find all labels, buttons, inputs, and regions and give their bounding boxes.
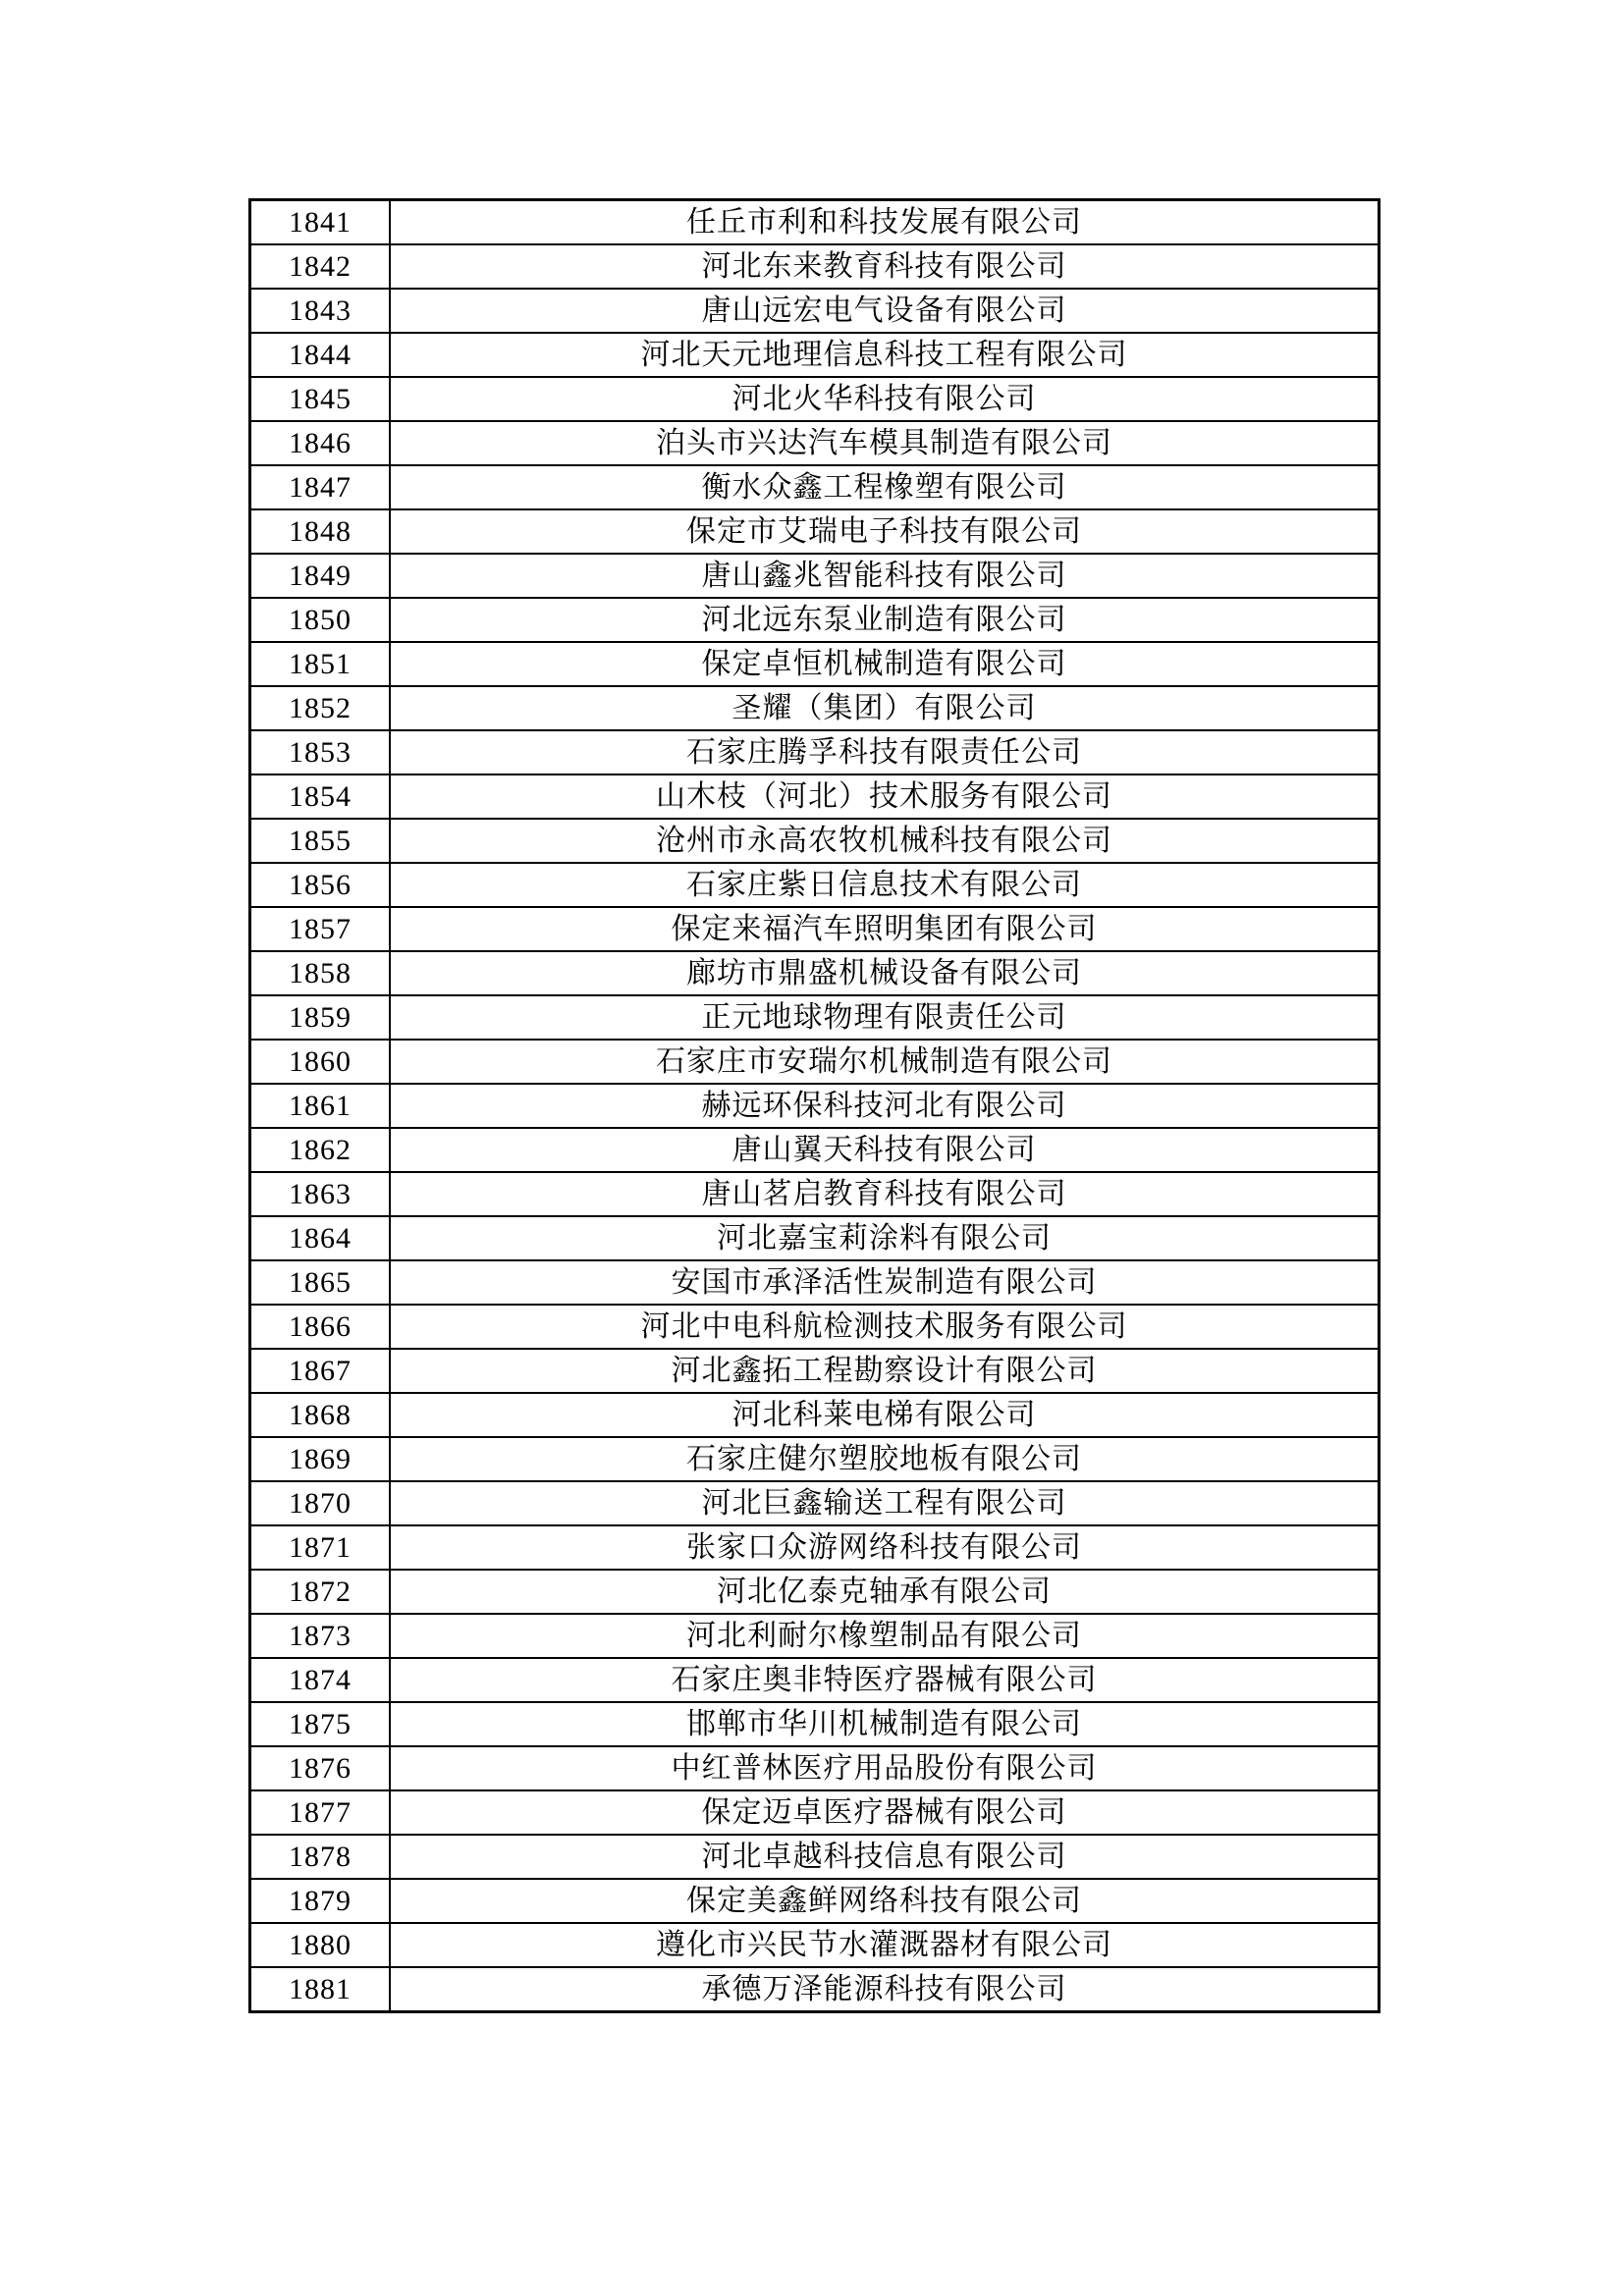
row-number: 1844 — [250, 333, 391, 377]
row-number: 1862 — [250, 1128, 391, 1172]
table-row — [250, 421, 1380, 465]
table-row — [250, 1702, 1380, 1746]
row-number: 1861 — [250, 1084, 391, 1128]
company-name: 唐山鑫兆智能科技有限公司 — [390, 554, 1380, 598]
table-row — [250, 730, 1380, 774]
company-name: 河北嘉宝莉涂料有限公司 — [390, 1216, 1380, 1260]
company-name: 泊头市兴达汽车模具制造有限公司 — [390, 421, 1380, 465]
row-number: 1843 — [250, 289, 391, 333]
table-row — [250, 1216, 1380, 1260]
company-name: 任丘市利和科技发展有限公司 — [390, 200, 1380, 245]
table-row — [250, 1746, 1380, 1790]
row-number: 1869 — [250, 1437, 391, 1481]
row-number: 1849 — [250, 554, 391, 598]
row-number: 1853 — [250, 730, 391, 774]
company-name: 遵化市兴民节水灌溉器材有限公司 — [390, 1923, 1380, 1967]
row-number: 1848 — [250, 509, 391, 554]
table-row — [250, 509, 1380, 554]
row-number: 1879 — [250, 1879, 391, 1923]
row-number: 1863 — [250, 1172, 391, 1216]
company-name: 河北巨鑫输送工程有限公司 — [390, 1481, 1380, 1525]
company-name: 唐山翼天科技有限公司 — [390, 1128, 1380, 1172]
table-row — [250, 244, 1380, 289]
row-number: 1856 — [250, 863, 391, 907]
table-row — [250, 1658, 1380, 1702]
row-number: 1868 — [250, 1393, 391, 1437]
table-row — [250, 1128, 1380, 1172]
row-number: 1870 — [250, 1481, 391, 1525]
row-number: 1855 — [250, 819, 391, 863]
table-row — [250, 1040, 1380, 1084]
company-name: 保定迈卓医疗器械有限公司 — [390, 1790, 1380, 1835]
row-number: 1854 — [250, 774, 391, 819]
table-row — [250, 1790, 1380, 1835]
table-row — [250, 554, 1380, 598]
row-number: 1841 — [250, 200, 391, 245]
table-row — [250, 1835, 1380, 1879]
table-row — [250, 377, 1380, 421]
row-number: 1865 — [250, 1260, 391, 1305]
table-row — [250, 598, 1380, 642]
company-name: 河北远东泵业制造有限公司 — [390, 598, 1380, 642]
company-name: 赫远环保科技河北有限公司 — [390, 1084, 1380, 1128]
row-number: 1864 — [250, 1216, 391, 1260]
row-number: 1877 — [250, 1790, 391, 1835]
company-name: 石家庄市安瑞尔机械制造有限公司 — [390, 1040, 1380, 1084]
company-name: 保定美鑫鲜网络科技有限公司 — [390, 1879, 1380, 1923]
company-table-body — [250, 200, 1380, 2012]
table-row — [250, 1393, 1380, 1437]
company-name: 石家庄紫日信息技术有限公司 — [390, 863, 1380, 907]
row-number: 1847 — [250, 465, 391, 509]
table-row — [250, 1614, 1380, 1658]
company-name: 圣耀（集团）有限公司 — [390, 686, 1380, 730]
company-name: 保定市艾瑞电子科技有限公司 — [390, 509, 1380, 554]
company-name: 安国市承泽活性炭制造有限公司 — [390, 1260, 1380, 1305]
company-name: 沧州市永高农牧机械科技有限公司 — [390, 819, 1380, 863]
company-name: 河北东来教育科技有限公司 — [390, 244, 1380, 289]
row-number: 1857 — [250, 907, 391, 951]
row-number: 1873 — [250, 1614, 391, 1658]
company-name: 河北火华科技有限公司 — [390, 377, 1380, 421]
table-row — [250, 465, 1380, 509]
company-name: 正元地球物理有限责任公司 — [390, 995, 1380, 1040]
table-row — [250, 642, 1380, 686]
company-name: 保定来福汽车照明集团有限公司 — [390, 907, 1380, 951]
row-number: 1842 — [250, 244, 391, 289]
row-number: 1875 — [250, 1702, 391, 1746]
row-number: 1880 — [250, 1923, 391, 1967]
company-name: 河北天元地理信息科技工程有限公司 — [390, 333, 1380, 377]
table-row — [250, 1570, 1380, 1614]
row-number: 1867 — [250, 1349, 391, 1393]
company-name: 张家口众游网络科技有限公司 — [390, 1525, 1380, 1570]
table-row — [250, 1923, 1380, 1967]
table-row — [250, 1879, 1380, 1923]
row-number: 1859 — [250, 995, 391, 1040]
row-number: 1845 — [250, 377, 391, 421]
company-table — [248, 198, 1380, 2013]
company-name: 河北利耐尔橡塑制品有限公司 — [390, 1614, 1380, 1658]
table-row — [250, 951, 1380, 995]
company-name: 衡水众鑫工程橡塑有限公司 — [390, 465, 1380, 509]
row-number: 1872 — [250, 1570, 391, 1614]
table-row — [250, 1967, 1380, 2012]
company-name: 唐山远宏电气设备有限公司 — [390, 289, 1380, 333]
company-name: 河北科莱电梯有限公司 — [390, 1393, 1380, 1437]
row-number: 1851 — [250, 642, 391, 686]
table-row — [250, 1481, 1380, 1525]
table-row — [250, 200, 1380, 245]
row-number: 1876 — [250, 1746, 391, 1790]
row-number: 1878 — [250, 1835, 391, 1879]
table-row — [250, 333, 1380, 377]
company-name: 承德万泽能源科技有限公司 — [390, 1967, 1380, 2012]
company-name: 河北中电科航检测技术服务有限公司 — [390, 1305, 1380, 1349]
table-row — [250, 819, 1380, 863]
company-name: 河北鑫拓工程勘察设计有限公司 — [390, 1349, 1380, 1393]
table-row — [250, 1305, 1380, 1349]
company-name: 保定卓恒机械制造有限公司 — [390, 642, 1380, 686]
table-row — [250, 907, 1380, 951]
company-name: 石家庄健尔塑胶地板有限公司 — [390, 1437, 1380, 1481]
table-row — [250, 863, 1380, 907]
row-number: 1852 — [250, 686, 391, 730]
row-number: 1850 — [250, 598, 391, 642]
row-number: 1871 — [250, 1525, 391, 1570]
company-name: 廊坊市鼎盛机械设备有限公司 — [390, 951, 1380, 995]
table-row — [250, 289, 1380, 333]
table-row — [250, 1437, 1380, 1481]
table-row — [250, 1349, 1380, 1393]
company-name: 唐山茗启教育科技有限公司 — [390, 1172, 1380, 1216]
row-number: 1881 — [250, 1967, 391, 2012]
table-row — [250, 1260, 1380, 1305]
row-number: 1858 — [250, 951, 391, 995]
row-number: 1874 — [250, 1658, 391, 1702]
company-name: 河北卓越科技信息有限公司 — [390, 1835, 1380, 1879]
row-number: 1860 — [250, 1040, 391, 1084]
company-name: 邯郸市华川机械制造有限公司 — [390, 1702, 1380, 1746]
table-row — [250, 686, 1380, 730]
company-name: 山木枝（河北）技术服务有限公司 — [390, 774, 1380, 819]
table-row — [250, 1525, 1380, 1570]
company-name: 石家庄腾孚科技有限责任公司 — [390, 730, 1380, 774]
row-number: 1846 — [250, 421, 391, 465]
row-number: 1866 — [250, 1305, 391, 1349]
table-row — [250, 774, 1380, 819]
table-row — [250, 1084, 1380, 1128]
table-row — [250, 995, 1380, 1040]
company-name: 中红普林医疗用品股份有限公司 — [390, 1746, 1380, 1790]
table-row — [250, 1172, 1380, 1216]
company-name: 石家庄奥非特医疗器械有限公司 — [390, 1658, 1380, 1702]
company-name: 河北亿泰克轴承有限公司 — [390, 1570, 1380, 1614]
